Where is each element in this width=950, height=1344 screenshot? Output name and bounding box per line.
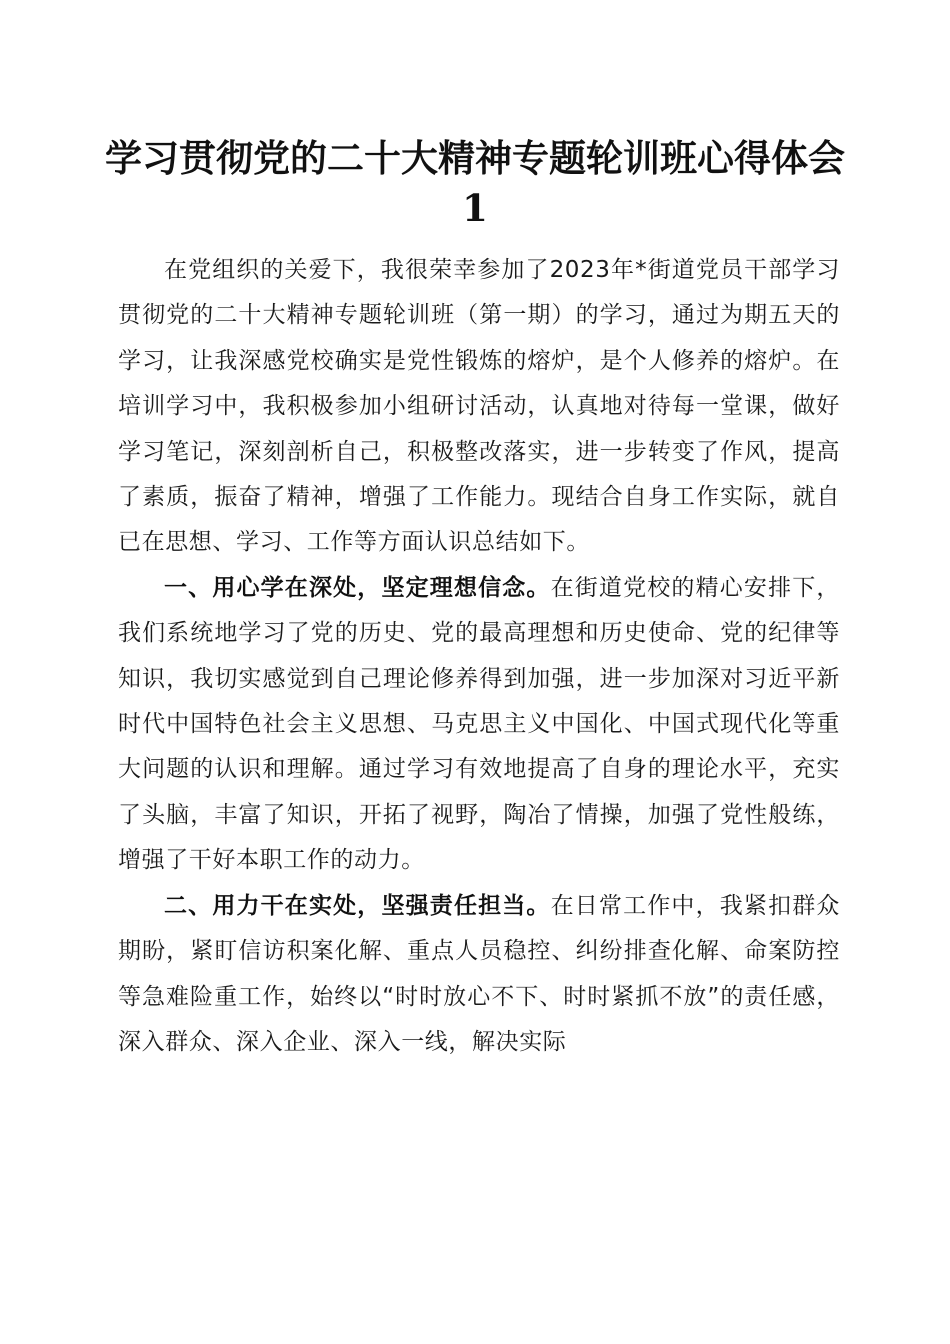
document-title: [100, 133, 850, 233]
paragraph-section-1: [118, 566, 840, 884]
paragraph-intro: [118, 248, 840, 566]
paragraph-text: 在街道党校的精心安排下，我们系统地学习了党的历史、党的最高理想和历史使命、党的纪律等知识，我切实感觉到自己理论修养得到加强，进一步加深对习近平新时代中国特色社会主义思想、马克思主义中国化、中国式现代化等重大问题的认识和理解。通过学习有效地提高了自身的理论水平，充实了头脑，丰富了知识，开拓了视野，陶冶了情操，加强了党性般练，增强了干好本职工作的动力。: [118, 574, 840, 874]
paragraph-text: 在日常工作中，我紧扣群众期盼，紧盯信访积案化解、重点人员稳控、纠纷排查化解、命案防控等急难险重工作，始终以“时时放心不下、时时紧抓不放”的责任感，深入群众、深入企业、深入一线，解决实际: [118, 892, 840, 1055]
section-heading: 二、用力干在实处，坚强责任担当。: [164, 892, 551, 919]
document-body: [118, 248, 840, 1065]
paragraph-text: 在党组织的关爱下，我很荣幸参加了2023年*街道党员干部学习贯彻党的二十大精神专题轮训班（第一期）的学习，通过为期五天的学习，让我深感党校确实是党性锻炼的熔炉，是个人修养的熔炉。在培训学习中，我积极参加小组研讨活动，认真地对待每一堂课，做好学习笔记，深刻剖析自己，积极整改落实，进一步转变了作风，提高了素质，振奋了精神，增强了工作能力。现结合自身工作实际，就自已在思想、学习、工作等方面认识总结如下。: [118, 257, 840, 556]
title-line-1: 学习贯彻党的二十大精神专题轮训班心得体会: [105, 136, 845, 180]
section-heading: 一、用心学在深处，坚定理想信念。: [164, 574, 551, 601]
paragraph-section-2: [118, 884, 840, 1066]
title-line-2: 1: [462, 186, 488, 230]
